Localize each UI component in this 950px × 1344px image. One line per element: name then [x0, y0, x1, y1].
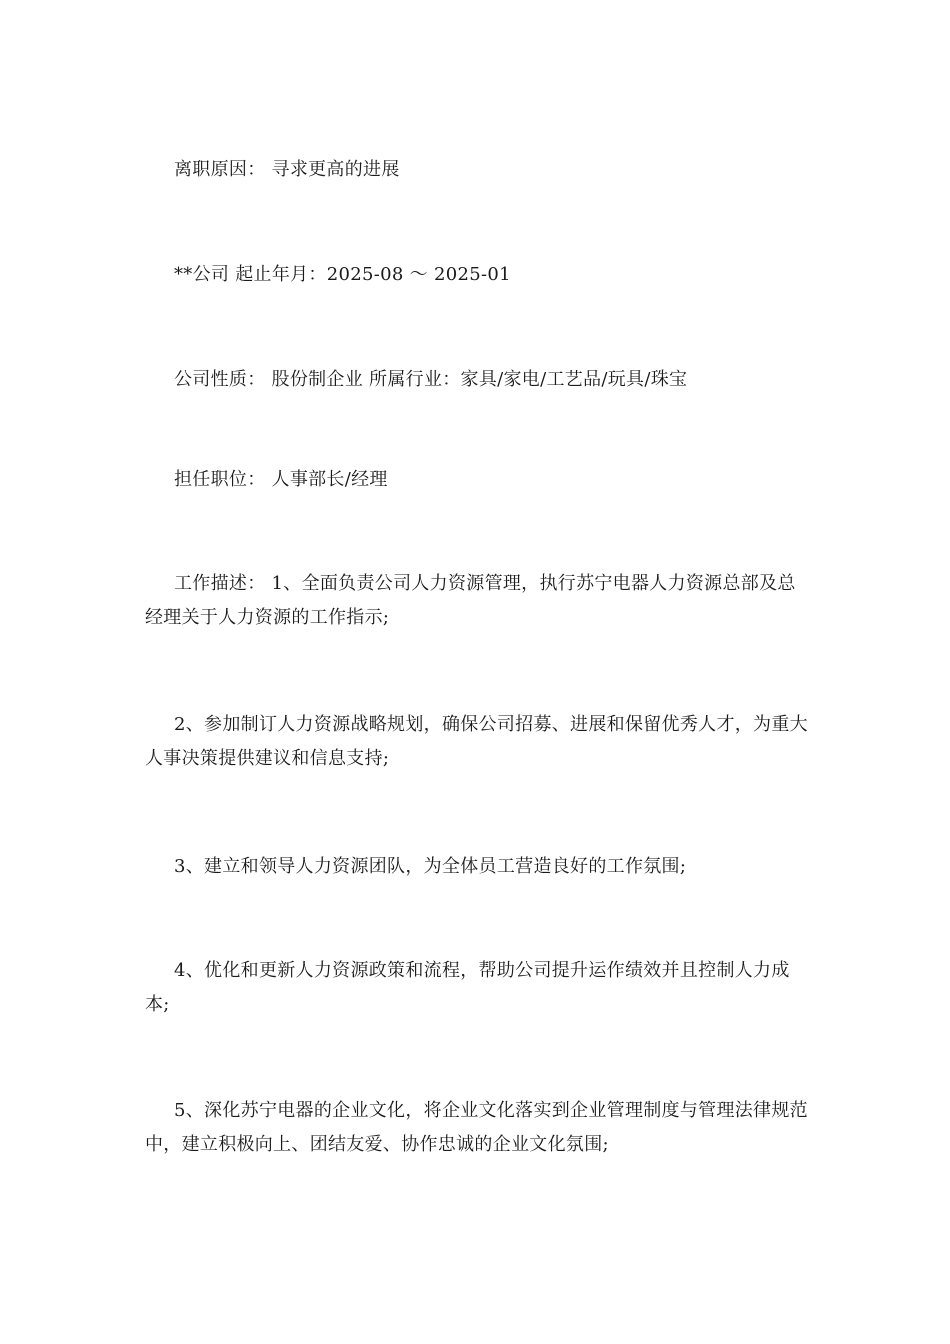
leave-reason-line: 离职原因： 寻求更高的进展: [174, 159, 400, 180]
company-nature-line: 公司性质： 股份制企业 所属行业：家具/家电/工艺品/玩具/珠宝: [174, 369, 688, 390]
job-description-item-3: 3、建立和领导人力资源团队，为全体员工营造良好的工作氛围;: [174, 856, 687, 877]
job-description-item-4: 4、优化和更新人力资源政策和流程，帮助公司提升运作绩效并且控制人力成本;: [145, 960, 790, 1015]
company-period-line: **公司 起止年月：2025-08 ～ 2025-01: [174, 264, 511, 285]
job-description-item-2: 2、参加制订人力资源战略规划，确保公司招募、进展和保留优秀人才，为重大人事决策提供建议和信息支持;: [145, 714, 808, 769]
job-description-item-1: 工作描述： 1、全面负责公司人力资源管理，执行苏宁电器人力资源总部及总经理关于人力资源的工作指示;: [145, 573, 796, 628]
position-line: 担任职位： 人事部长/经理: [174, 469, 388, 490]
job-description-item-5: 5、深化苏宁电器的企业文化，将企业文化落实到企业管理制度与管理法律规范中，建立积极向上、团结友爱、协作忠诚的企业文化氛围;: [145, 1100, 808, 1155]
